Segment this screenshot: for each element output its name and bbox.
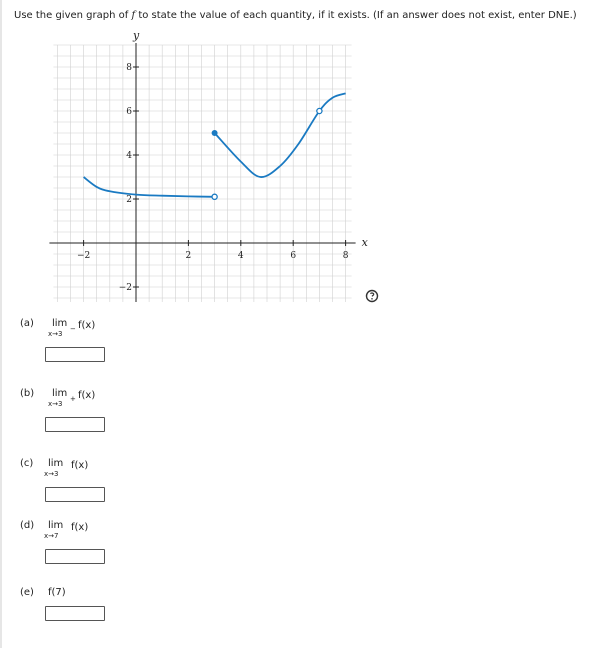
answer-input-4[interactable] [45,549,105,564]
x-tick-label: 4 [237,251,244,261]
lim-word: lim [52,388,68,399]
y-tick-label: 4 [126,151,132,161]
lim-word: lim [48,520,64,531]
part-letter: (a) [20,318,34,329]
function-expression: f(x) [71,460,89,471]
closed-dot [212,130,218,136]
open-dot [317,108,322,113]
lim-subscript: x→3 [44,470,59,478]
y-tick-label: 8 [126,63,132,73]
x-axis-label: x [361,236,368,249]
x-tick-label: 6 [290,251,297,261]
prompt-before: Use the given graph of [14,10,132,21]
part-letter: (c) [20,458,34,469]
part-1 [20,318,130,378]
y-tick-label: −2 [118,283,132,293]
function-expression: f(x) [78,390,96,401]
lim-word: lim [48,458,64,469]
part-5 [20,587,130,647]
answer-input-1[interactable] [45,347,105,362]
lim-superscript: − [70,325,76,333]
graph-ticks [77,63,349,293]
y-axis-label: y [133,29,140,42]
graph-grid [53,45,351,302]
function-expression: f(x) [71,522,89,533]
prompt-after: to state the value of each quantity, if it exists. (If an answer does not exist, enter DNE.) [135,10,577,21]
part-letter: (e) [20,587,34,598]
info-icon[interactable] [365,289,379,303]
graph-axes [49,43,355,302]
part-letter: (d) [20,520,35,531]
answer-input-2[interactable] [45,417,105,432]
part-3 [20,458,130,518]
function-expression: f(x) [78,320,96,331]
x-tick-label: −2 [76,251,91,261]
part-2 [20,388,130,448]
answer-input-5[interactable] [45,606,105,621]
x-tick-label: 2 [185,251,192,261]
function-value-expression: f(7) [48,587,66,598]
x-tick-label: 8 [342,251,349,261]
lim-subscript: x→7 [44,532,59,540]
lim-superscript: + [70,395,76,403]
y-tick-label: 2 [126,195,132,205]
prompt-function-name: f [131,10,136,21]
lim-word: lim [52,318,68,329]
answer-input-3[interactable] [45,487,105,502]
lim-subscript: x→3 [48,400,63,408]
y-tick-label: 6 [126,107,132,117]
part-4 [20,520,130,580]
lim-subscript: x→3 [48,330,63,338]
open-dot [212,194,217,199]
part-letter: (b) [20,388,35,399]
